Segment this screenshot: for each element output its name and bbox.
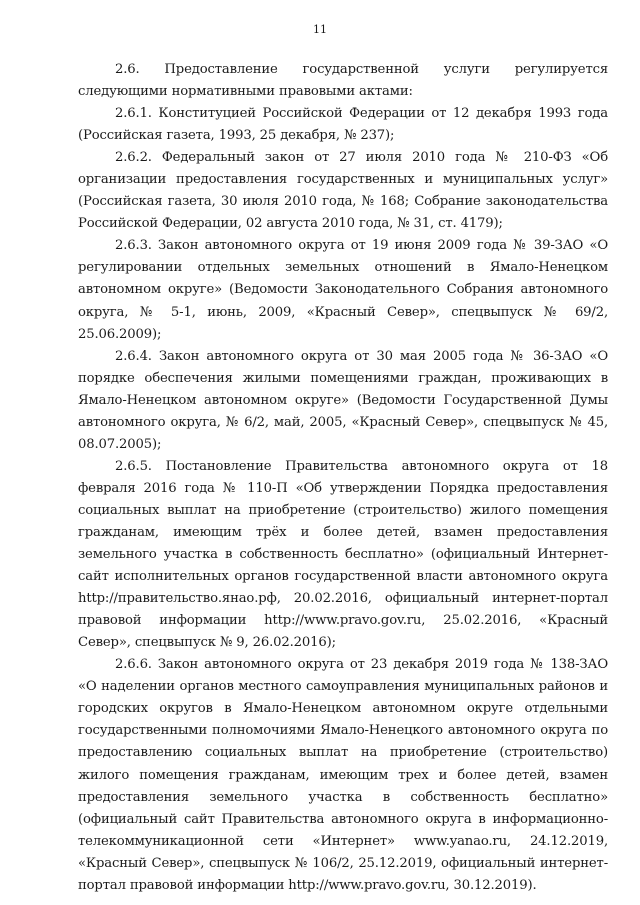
paragraph-2-6-1: 2.6.1. Конституцией Российской Федерации от 12 декабря 1993 года (Российская газета, 1993, 25 декабря, № 237); [78,106,608,144]
paragraph-2-6-4: 2.6.4. Закон автономного округа от 30 мая 2005 года № 36-ЗАО «О порядке обеспечения жилыми помещениями граждан, проживающих в Ямало-Ненецком автономном округе» (Ведомости Государственной Думы автономного округа, № 6/2, май, 2005, «Красный Север», спецвыпуск № 45, 08.07.2005); [78,348,608,452]
paragraph-2-6-3: 2.6.3. Закон автономного округа от 19 июня 2009 года № 39-ЗАО «О регулировании отдельных земельных отношений в Ямало-Ненецком автономном округе» (Ведомости Законодательного Собрания автономного округа, № 5-1, июнь, 2009, «Красный Север», спецвыпуск № 69/2, 25.06.2009); [78,238,608,342]
page-number: 11 [313,23,327,36]
document-body [78,59,608,897]
paragraph-2-6-2: 2.6.2. Федеральный закон от 27 июля 2010 года № 210-ФЗ «Об организации предоставления государственных и муниципальных услуг» (Российская газета, 30 июля 2010 года, № 168; Собрание законодательства Российской Федерации, 02 августа 2010 года, № 31, ст. 4179); [78,150,608,232]
paragraph-2-6-5: 2.6.5. Постановление Правительства автономного округа от 18 февраля 2016 года № 110-П «Об утверждении Порядка предоставления социальных выплат на приобретение (строительство) жилого помещения гражданам, имеющим трёх и более детей, взамен предоставления земельного участка в собственность бесплатно» (официальный Интернет-сайт исполнительных органов государственной власти автономного округа http://правительство.янао.рф, 20.02.2016, официальный интернет-портал правовой информации http://www.pravo.gov.ru, 25.02.2016, «Красный Север», спецвыпуск № 9, 26.02.2016); [78,458,608,651]
paragraph-2-6-6: 2.6.6. Закон автономного округа от 23 декабря 2019 года № 138-ЗАО «О наделении органов местного самоуправления муниципальных районов и городских округов в Ямало-Ненецком автономном округе отдельными государственными полномочиями Ямало-Ненецкого автономного округа по предоставлению социальных выплат на приобретение (строительство) жилого помещения гражданам, имеющим трех и более детей, взамен предоставления земельного участка в собственность бесплатно» (официальный сайт Правительства автономного округа в информационно-телекоммуникационной сети «Интернет» www.yanao.ru, 24.12.2019, «Красный Север», спецвыпуск № 106/2, 25.12.2019, официальный интернет-портал правовой информации http://www.pravo.gov.ru, 30.12.2019). [78,657,608,893]
paragraph-2-6: 2.6. Предоставление государственной услуги регулируется следующими нормативными правовыми актами: [78,62,608,100]
